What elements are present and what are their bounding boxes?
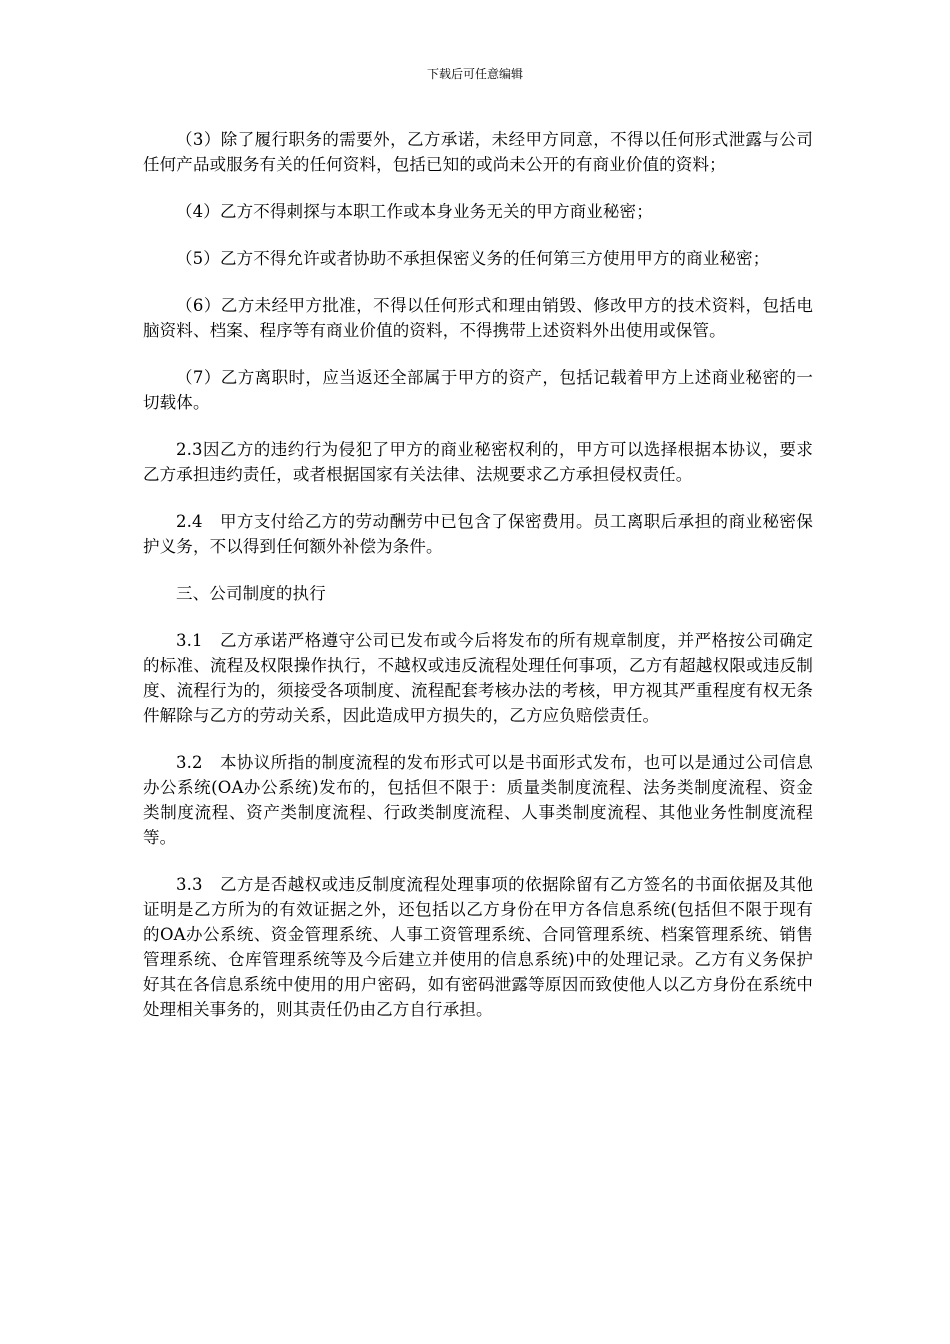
paragraph-clause-5: （5）乙方不得允许或者协助不承担保密义务的任何第三方使用甲方的商业秘密； [176,249,770,268]
paragraph-clause-4: （4）乙方不得刺探与本职工作或本身业务无关的甲方商业秘密； [176,202,653,221]
paragraph-3-2: 3.2 本协议所指的制度流程的发布形式可以是书面形式发布，也可以是通过公司信息办公系统(OA办公系统)发布的，包括但不限于：质量类制度流程、法务类制度流程、资金类制度流程、资产类制度流程、行政类制度流程、人事类制度流程、其他业务性制度流程等。 [143,753,813,847]
paragraph-clause-7: （7）乙方离职时，应当返还全部属于甲方的资产，包括记载着甲方上述商业秘密的一切载体。 [143,368,813,412]
paragraph-2-3: 2.3因乙方的违约行为侵犯了甲方的商业秘密权利的，甲方可以选择根据本协议，要求乙方承担违约责任，或者根据国家有关法律、法规要求乙方承担侵权责任。 [143,440,813,484]
page-header: 下载后可任意编辑 [426,67,523,81]
paragraph-clause-6: （6）乙方未经甲方批准，不得以任何形式和理由销毁、修改甲方的技术资料，包括电脑资料、档案、程序等有商业价值的资料，不得携带上述资料外出使用或保管。 [143,296,813,340]
paragraph-2-4: 2.4 甲方支付给乙方的劳动酬劳中已包含了保密费用。员工离职后承担的商业秘密保护义务，不以得到任何额外补偿为条件。 [143,512,813,556]
paragraph-clause-3: （3）除了履行职务的需要外，乙方承诺，未经甲方同意，不得以任何形式泄露与公司任何产品或服务有关的任何资料，包括已知的或尚未公开的有商业价值的资料； [143,130,813,174]
document-body [143,127,813,1044]
paragraph-3-1: 3.1 乙方承诺严格遵守公司已发布或今后将发布的所有规章制度，并严格按公司确定的标准、流程及权限操作执行，不越权或违反流程处理任何事项，乙方有超越权限或违反制度、流程行为的，须接受各项制度、流程配套考核办法的考核，甲方视其严重程度有权无条件解除与乙方的劳动关系，因此造成甲方损失的，乙方应负赔偿责任。 [143,631,813,725]
section-heading-3: 三、公司制度的执行 [176,584,326,603]
paragraph-3-3: 3.3 乙方是否越权或违反制度流程处理事项的依据除留有乙方签名的书面依据及其他证明是乙方所为的有效证据之外，还包括以乙方身份在甲方各信息系统(包括但不限于现有的OA办公系统、资金管理系统、人事工资管理系统、合同管理系统、档案管理系统、销售管理系统、仓库管理系统等及今后建立并使用的信息系统)中的处理记录。乙方有义务保护好其在各信息系统中使用的用户密码，如有密码泄露等原因而致使他人以乙方身份在系统中处理相关事务的，则其责任仍由乙方自行承担。 [143,875,813,1019]
